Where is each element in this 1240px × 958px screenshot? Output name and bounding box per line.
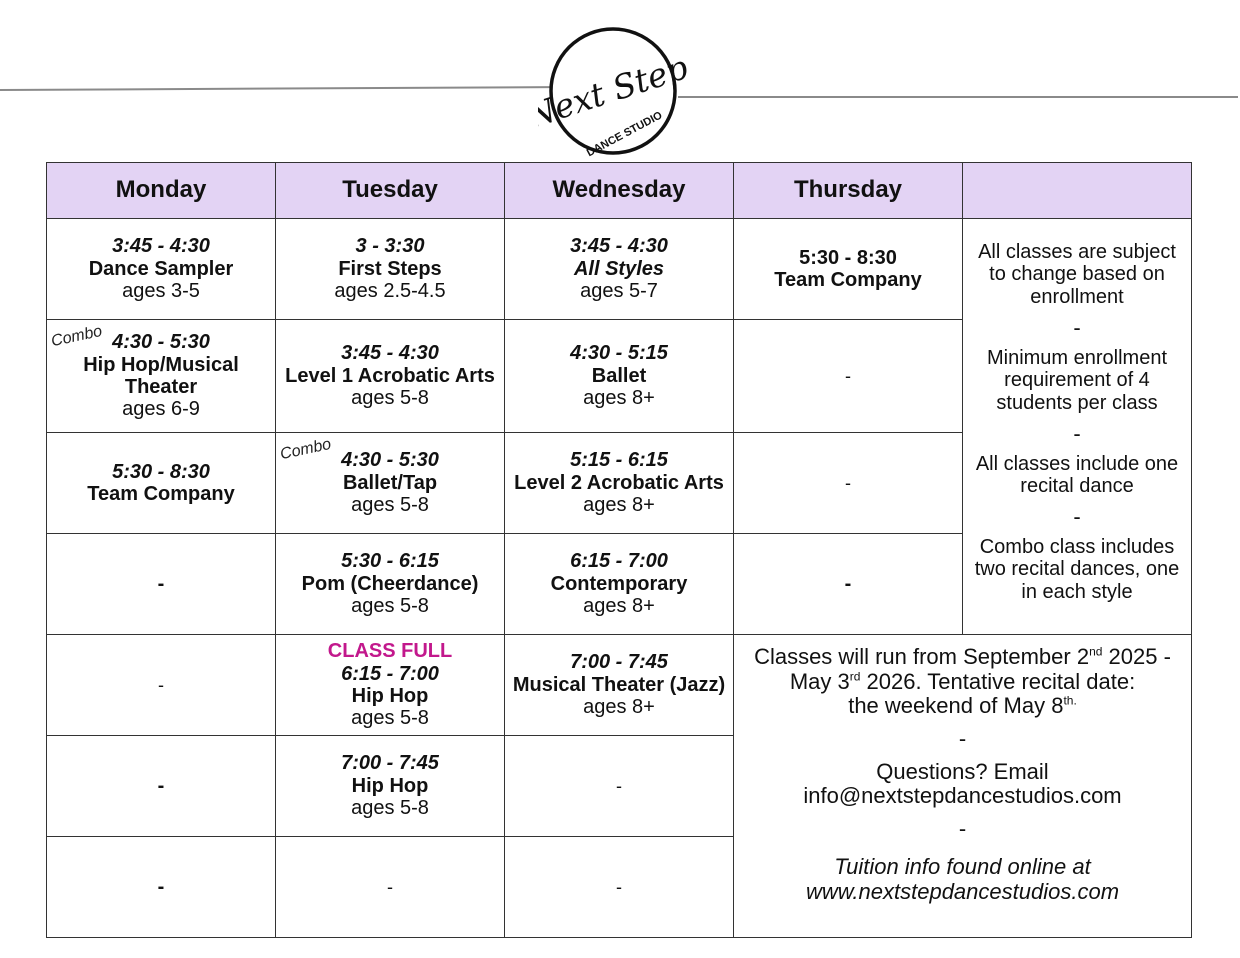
contact-email[interactable]: info@nextstepdancestudios.com (803, 783, 1122, 809)
table-row (47, 219, 1192, 320)
website-link[interactable]: www.nextstepdancestudios.com (805, 879, 1120, 904)
class-name: Pom (Cheerdance) (301, 572, 479, 595)
season-dates-line1: Classes will run from September 2nd 2025 - (754, 644, 1171, 669)
empty-dash: - (157, 875, 165, 898)
note-combo-class: Combo class includes two recital dances, one in each style (974, 536, 1180, 603)
class-name: All Styles (573, 257, 665, 280)
class-cell (505, 635, 734, 736)
empty-dash: - (387, 876, 393, 897)
right-divider-line (678, 96, 1238, 98)
class-ages: ages 5-7 (580, 280, 658, 303)
logo-subtitle-text: DANCE STUDIO (584, 109, 665, 157)
class-time: 3:45 - 4:30 (341, 342, 439, 365)
empty-dash: - (844, 572, 852, 595)
header-row (47, 163, 1192, 219)
class-cell (276, 534, 505, 635)
class-time: 6:15 - 7:00 (341, 662, 439, 685)
left-divider-line (0, 86, 552, 90)
class-name: Contemporary (550, 572, 688, 595)
header-tuesday: Tuesday (276, 163, 505, 219)
class-time: 5:30 - 8:30 (799, 246, 897, 269)
class-name: Hip Hop (351, 685, 429, 707)
class-cell (276, 635, 505, 736)
class-ages: ages 8+ (583, 595, 655, 618)
empty-cell (47, 736, 276, 837)
class-name: Hip Hop/Musical Theater (83, 353, 239, 398)
tuition-text: Tuition info found online at (834, 854, 1091, 880)
empty-dash: - (845, 472, 851, 493)
class-ages: ages 5-8 (351, 797, 429, 820)
schedule-table (46, 162, 1192, 938)
logo-brand-text: Next Step (538, 47, 688, 137)
note-recital-dance: All classes include one recital dance (975, 452, 1179, 497)
empty-cell (47, 837, 276, 938)
info-separator: - (958, 725, 967, 751)
class-name: Ballet/Tap (342, 471, 438, 494)
header-thursday: Thursday (734, 163, 963, 219)
header-monday: Monday (47, 163, 276, 219)
note-separator: - (1073, 315, 1081, 341)
table-row (47, 635, 1192, 736)
class-cell (47, 433, 276, 534)
empty-cell (47, 635, 276, 736)
note-subject-to-change: All classes are subject to change based on enrollment (978, 241, 1176, 308)
info-separator: - (958, 815, 967, 841)
class-name: Level 1 Acrobatic Arts (285, 364, 495, 387)
empty-dash: - (616, 775, 622, 796)
questions-text: Questions? Email (876, 758, 1049, 784)
class-cell (47, 219, 276, 320)
empty-dash: - (157, 774, 165, 797)
class-name: Team Company (87, 483, 235, 505)
class-ages: ages 6-9 (122, 398, 200, 421)
class-ages: ages 8+ (583, 387, 655, 410)
class-name: Hip Hop (351, 774, 429, 797)
class-ages: ages 3-5 (122, 280, 200, 303)
class-cell (505, 433, 734, 534)
header-notes (963, 163, 1192, 219)
class-full-badge: CLASS FULL (327, 640, 453, 663)
class-ages: ages 8+ (583, 696, 655, 719)
class-time: 6:15 - 7:00 (570, 550, 668, 573)
empty-dash: - (158, 674, 164, 695)
empty-cell (505, 837, 734, 938)
empty-dash: - (845, 365, 851, 386)
recital-date-line: the weekend of May $8^{th.}$ (848, 693, 1077, 719)
class-cell (276, 736, 505, 837)
combo-label: Combo (49, 322, 104, 351)
class-cell (505, 534, 734, 635)
season-dates-line2: May 3rd 2026. Tentative recital date: (789, 668, 1136, 694)
empty-cell (734, 534, 963, 635)
header-wednesday: Wednesday (505, 163, 734, 219)
class-name: Ballet (591, 364, 647, 387)
class-time: 3:45 - 4:30 (570, 235, 668, 258)
studio-logo (538, 25, 688, 157)
empty-cell (276, 837, 505, 938)
class-cell (47, 320, 276, 433)
class-time: 5:30 - 8:30 (112, 460, 210, 483)
class-time: 4:30 - 5:15 (570, 342, 668, 365)
season-info-cell (734, 635, 1192, 938)
empty-cell (734, 433, 963, 534)
class-ages: ages 8+ (583, 494, 655, 517)
class-ages: ages 5-8 (351, 595, 429, 618)
notes-cell (963, 219, 1192, 635)
empty-cell (47, 534, 276, 635)
class-cell (505, 320, 734, 433)
empty-dash: - (616, 876, 622, 897)
class-cell (505, 219, 734, 320)
note-separator: - (1073, 420, 1081, 446)
class-time: 3 - 3:30 (355, 235, 425, 258)
class-time: 4:30 - 5:30 (341, 449, 439, 472)
class-time: 3:45 - 4:30 (112, 235, 210, 258)
class-time: 7:00 - 7:45 (341, 752, 439, 775)
class-time: 5:30 - 6:15 (341, 550, 439, 573)
class-name: First Steps (338, 257, 442, 280)
class-cell (276, 320, 505, 433)
class-ages: ages 5-8 (351, 387, 429, 410)
class-ages: ages 2.5-4.5 (334, 280, 446, 303)
class-time: 7:00 - 7:45 (570, 651, 668, 674)
note-separator: - (1073, 504, 1081, 530)
class-name: Dance Sampler (88, 257, 234, 280)
class-cell (734, 219, 963, 320)
class-cell (276, 219, 505, 320)
empty-cell (505, 736, 734, 837)
class-name: Team Company (774, 269, 922, 291)
class-time: 4:30 - 5:30 (112, 331, 210, 354)
note-minimum-enrollment: Minimum enrollment requirement of 4 students per class (986, 346, 1168, 414)
empty-cell (734, 320, 963, 433)
class-name: Musical Theater (Jazz) (512, 673, 726, 696)
class-ages: ages 5-8 (351, 707, 429, 730)
class-time: 5:15 - 6:15 (570, 449, 668, 472)
empty-dash: - (157, 572, 165, 595)
combo-label: Combo (278, 435, 333, 464)
class-cell (276, 433, 505, 534)
class-name: Level 2 Acrobatic Arts (514, 471, 724, 494)
class-ages: ages 5-8 (351, 494, 429, 517)
